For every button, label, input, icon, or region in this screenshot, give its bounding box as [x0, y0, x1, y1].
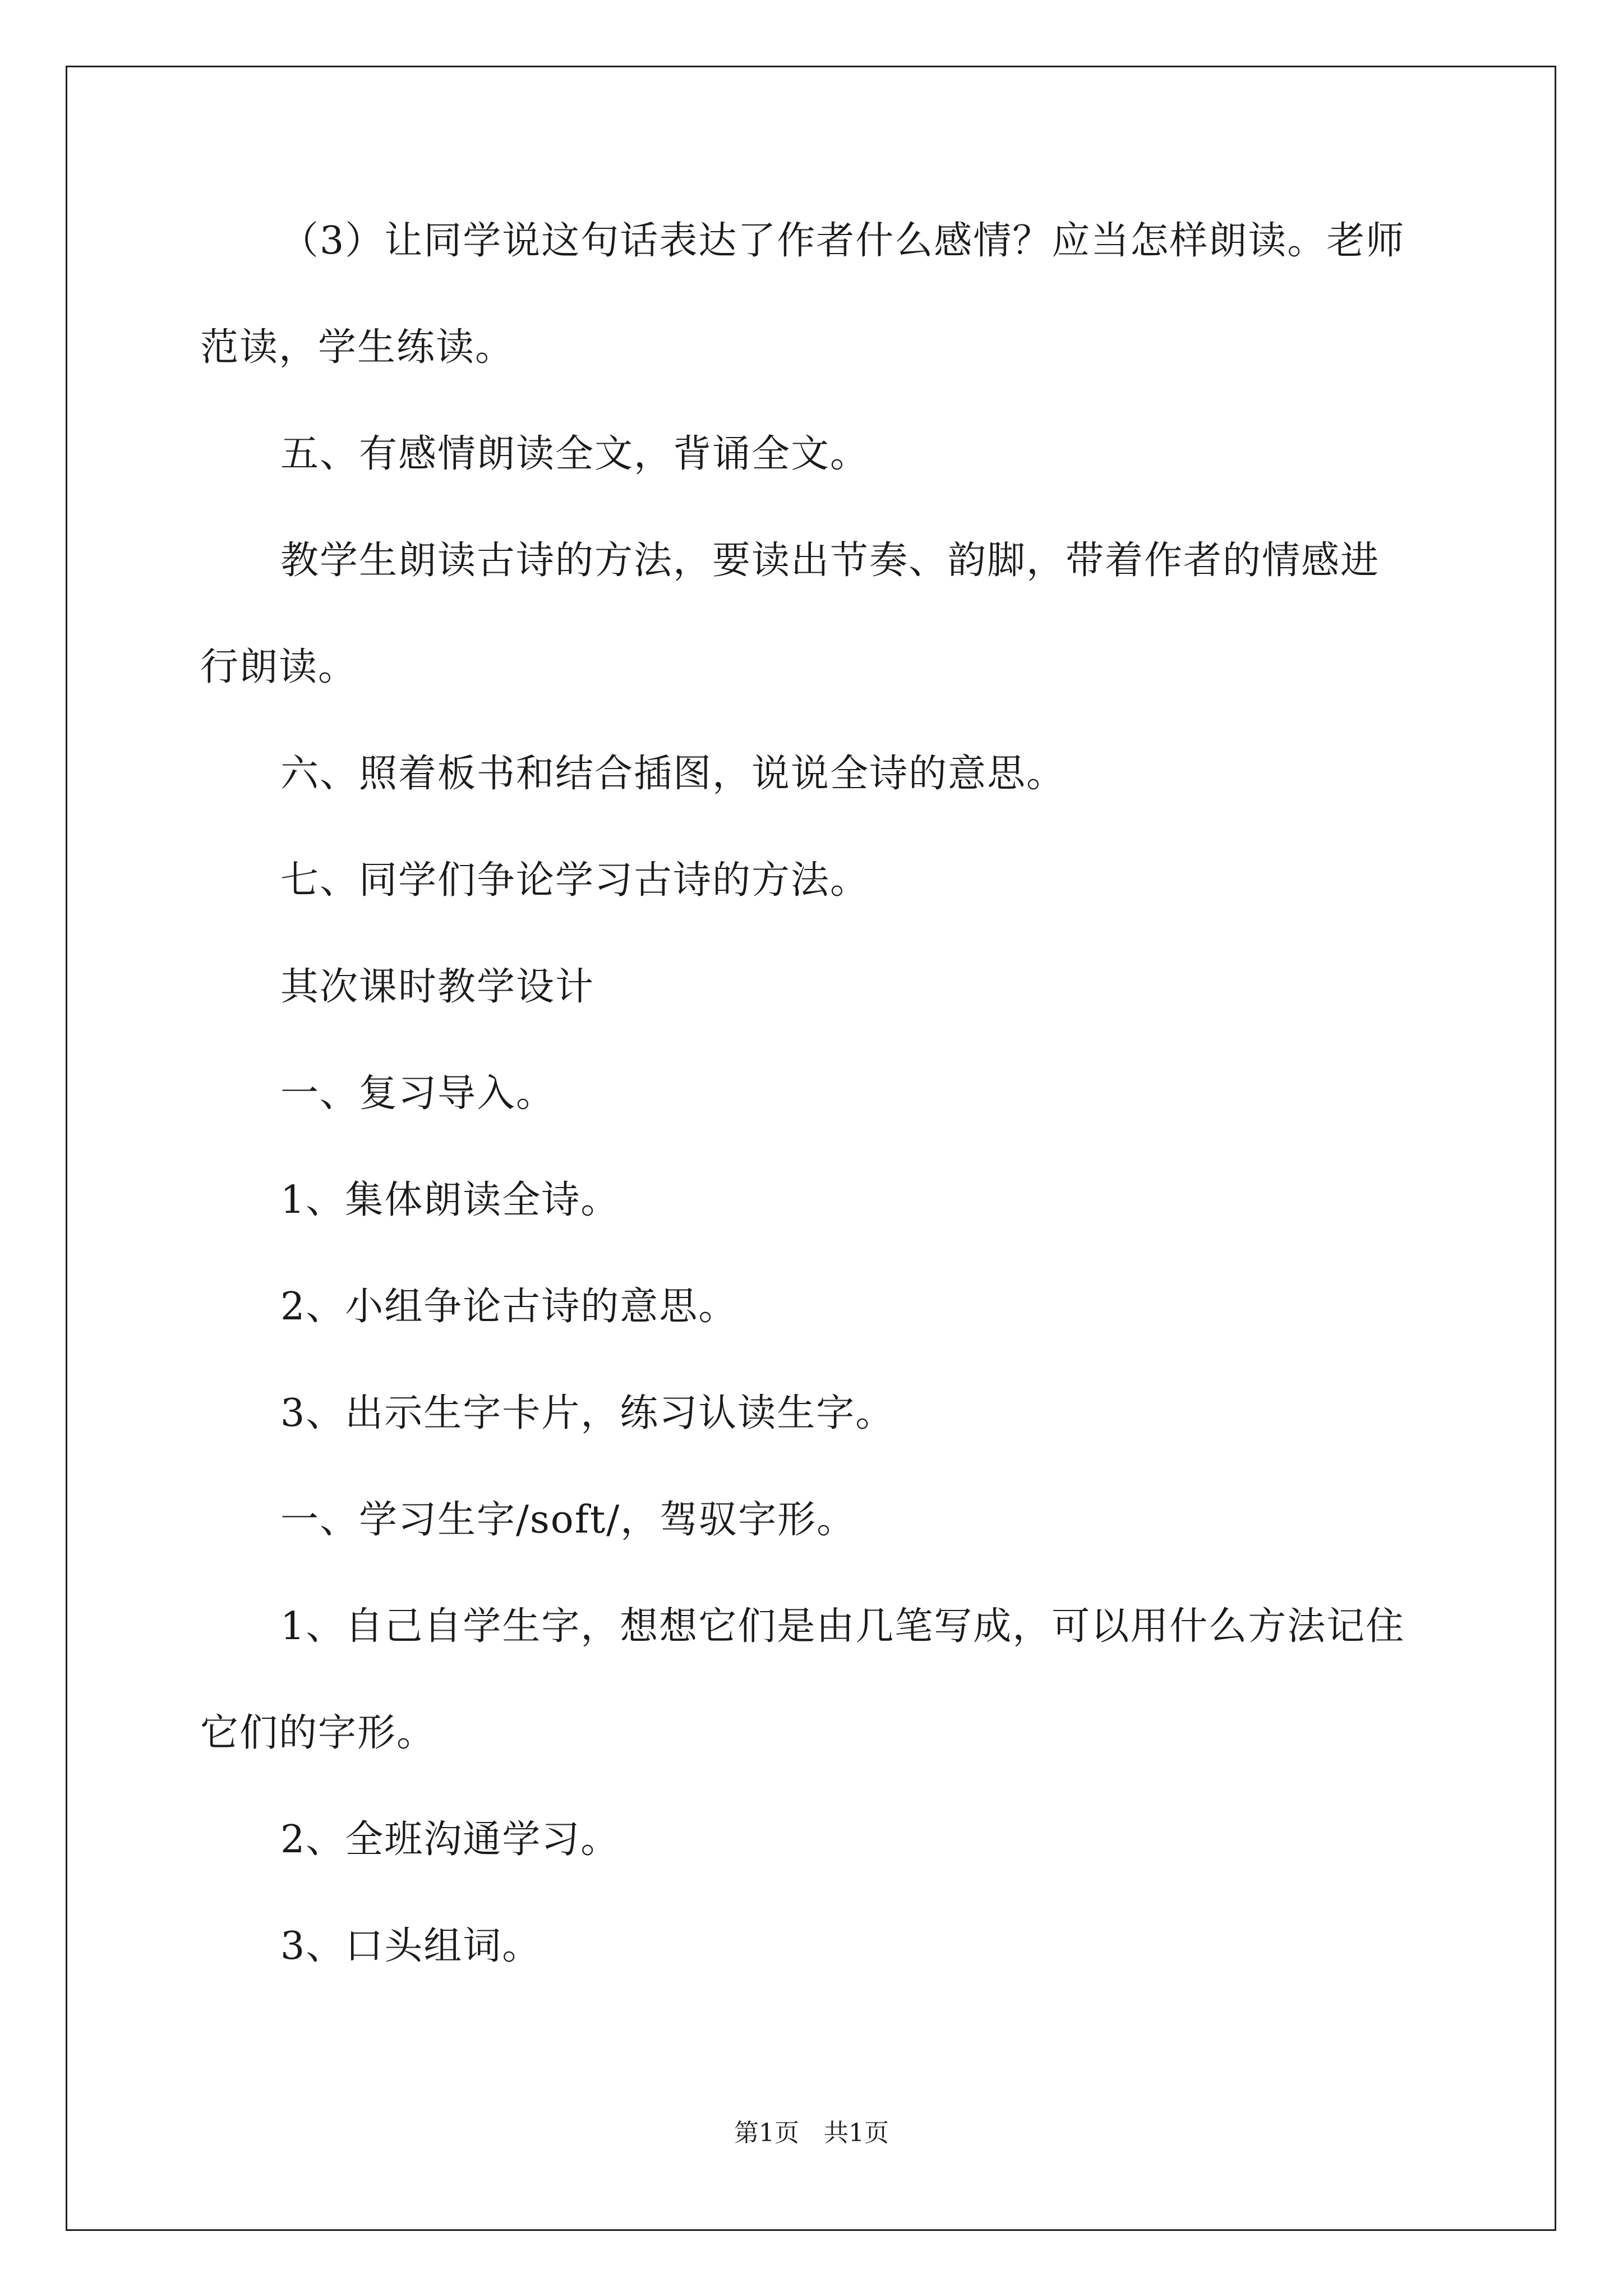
- paragraph-line: 五、有感情朗读全文，背诵全文。: [280, 432, 870, 476]
- paragraph-line: 2、全班沟通学习。: [280, 1818, 620, 1862]
- paragraph-line: 六、照着板书和结合插图，说说全诗的意思。: [280, 752, 1066, 796]
- section-heading: 其次课时教学设计: [280, 965, 595, 1009]
- paragraph-line: 3、出示生字卡片，练习认读生字。: [280, 1391, 895, 1435]
- paragraph-line: 一、学习生字/soft/，驾驭字形。: [280, 1498, 856, 1542]
- paragraph-line: 1、自己自学生字，想想它们是由几笔写成，可以用什么方法记住: [280, 1604, 1405, 1649]
- paragraph-line: 范读，学生练读。: [200, 325, 515, 370]
- paragraph-line: 2、小组争论古诗的意思。: [280, 1285, 738, 1329]
- page-number-footer: 第1页 共1页: [734, 2119, 889, 2147]
- paragraph-line: 一、复习导入。: [280, 1071, 556, 1116]
- paragraph-line: 行朗读。: [200, 645, 358, 689]
- paragraph-line: 1、集体朗读全诗。: [280, 1178, 620, 1222]
- paragraph-line: 教学生朗读古诗的方法，要读出节奏、韵脚，带着作者的情感进: [280, 539, 1380, 583]
- paragraph-line: 3、口头组词。: [280, 1924, 542, 1968]
- paragraph-line: （3）让同学说这句话表达了作者什么感情？应当怎样朗读。老师: [280, 219, 1405, 263]
- paragraph-line: 七、同学们争论学习古诗的方法。: [280, 858, 870, 903]
- page-border: [66, 66, 1556, 2231]
- paragraph-line: 它们的字形。: [200, 1711, 436, 1755]
